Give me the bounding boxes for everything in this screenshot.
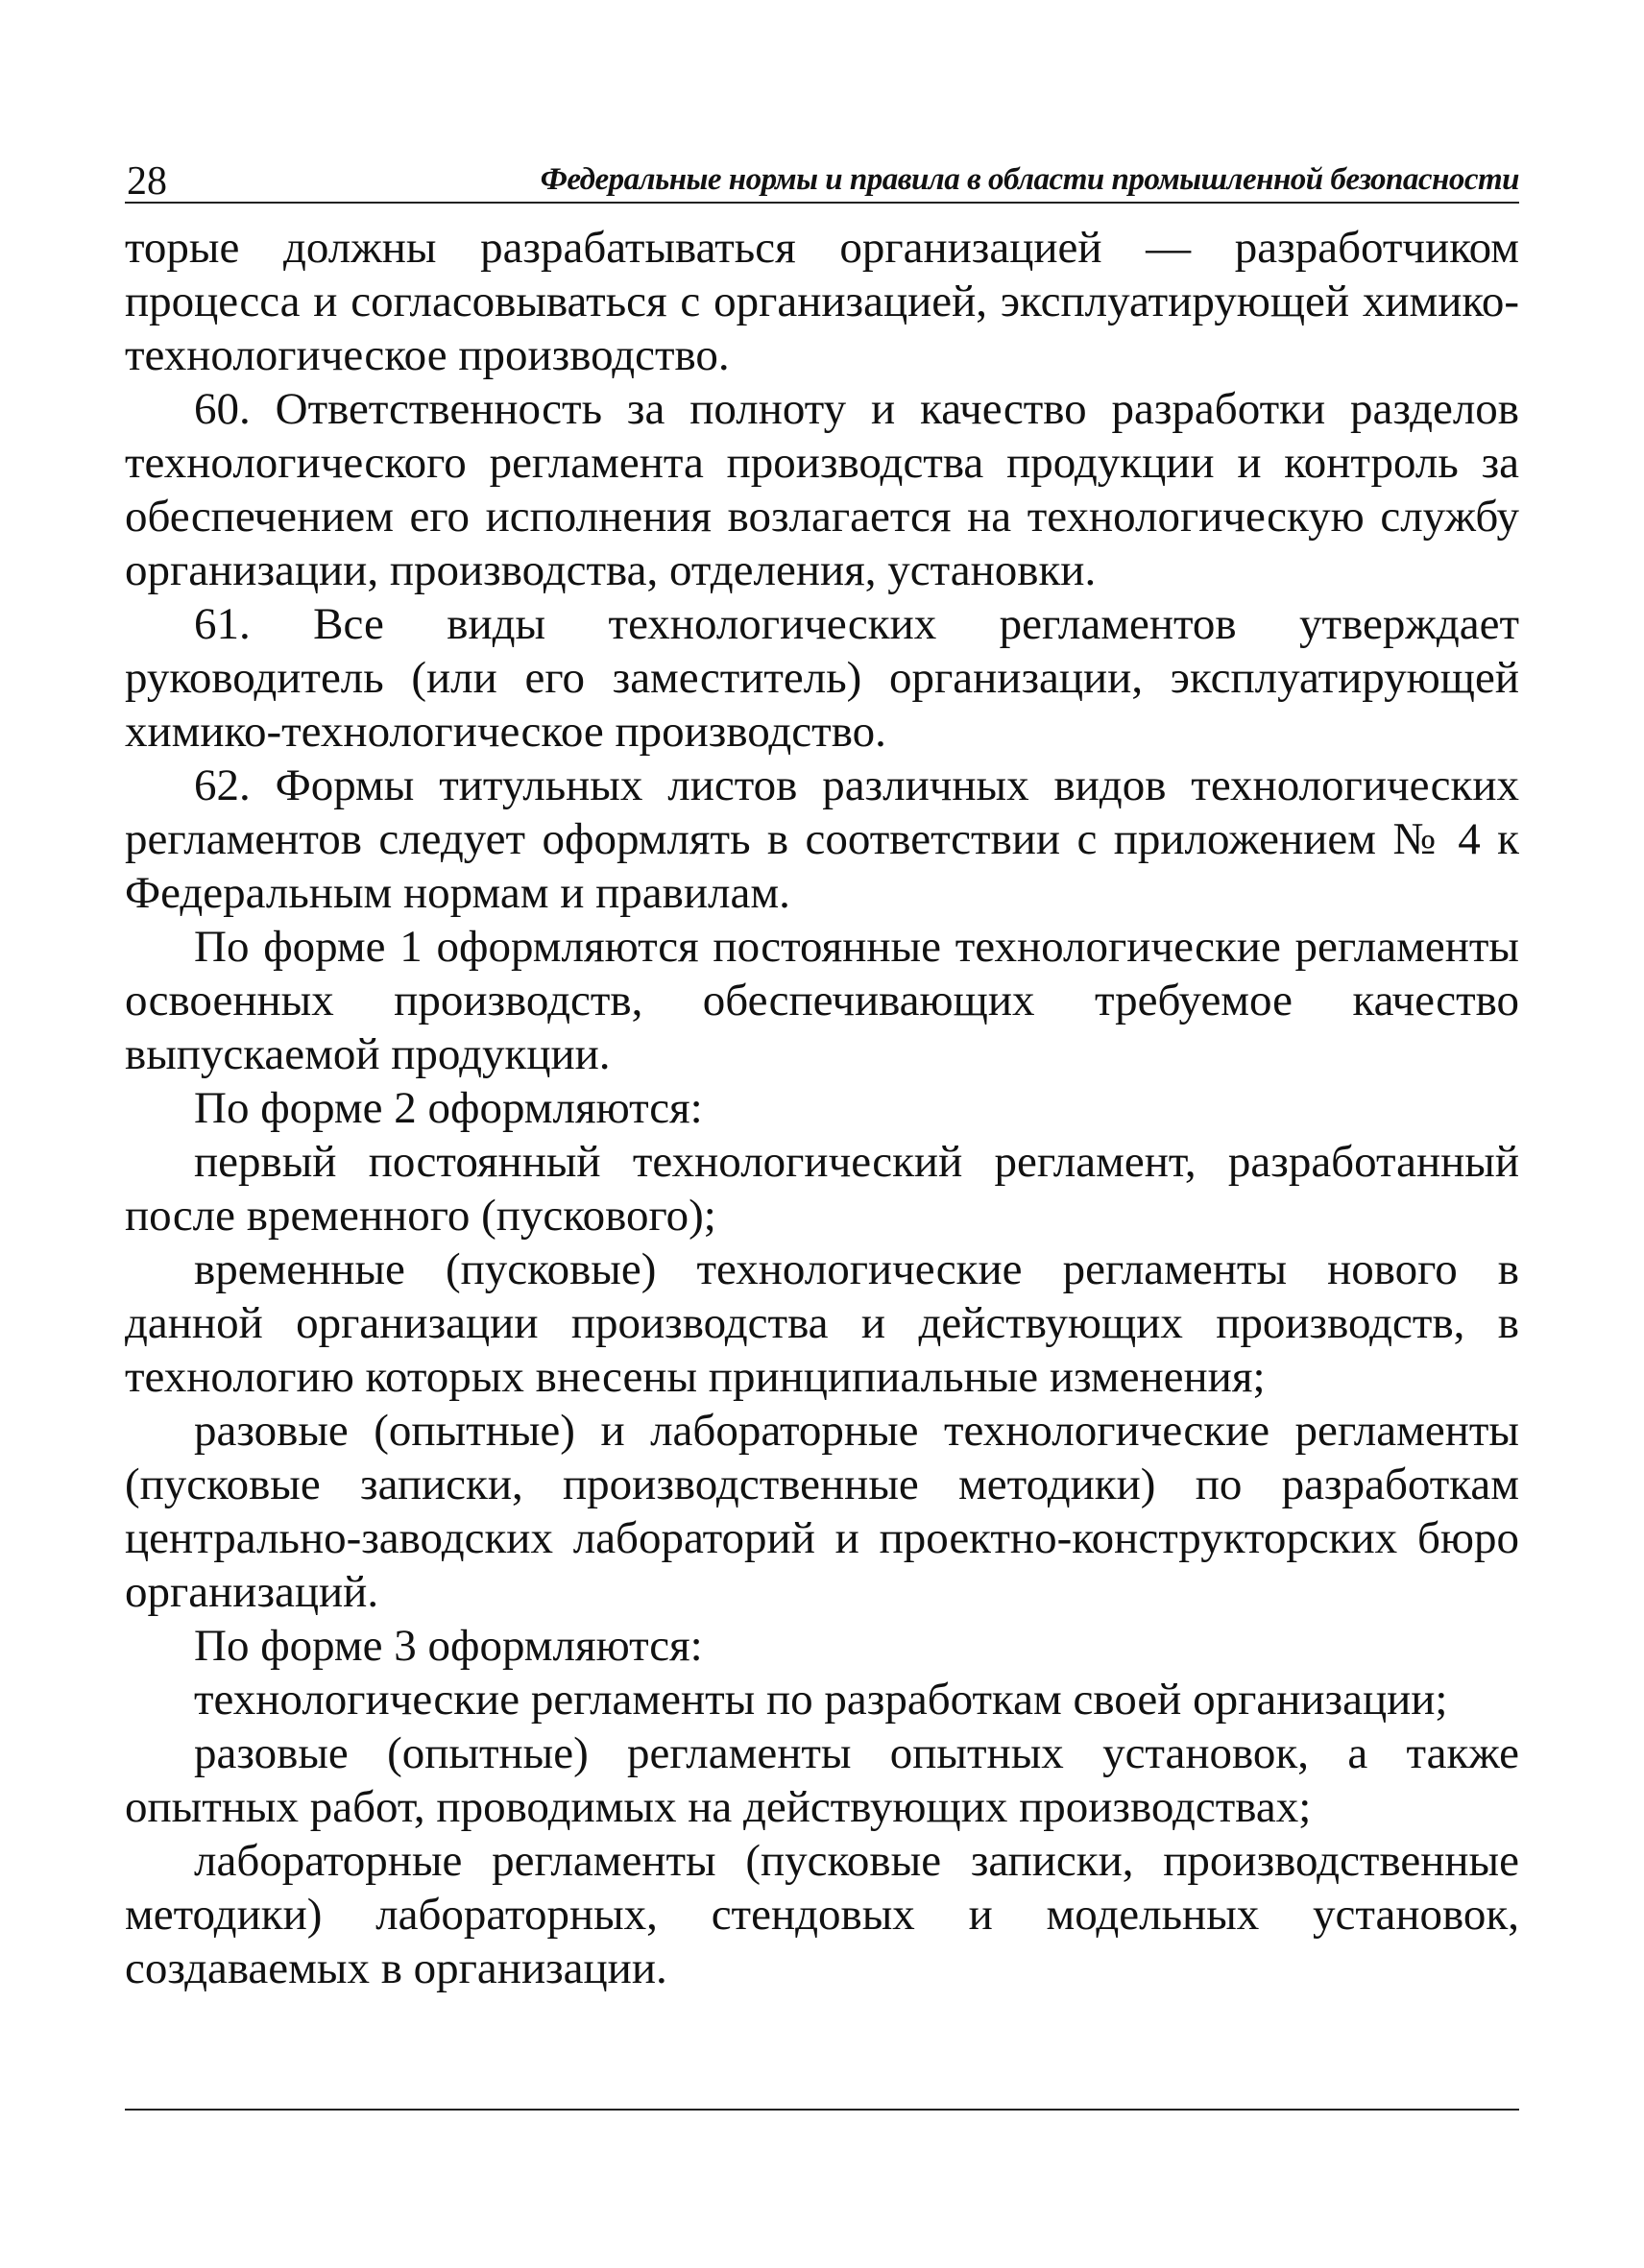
body-text bbox=[125, 221, 1519, 1995]
paragraph: временные (пусковые) технологические регламенты нового в данной организации производства и действующих производств, в технологию которых внесены принципиальные изменения; bbox=[125, 1244, 1519, 1402]
paragraph: разовые (опытные) и лабораторные технологические регламенты (пусковые записки, производственные методики) по разработкам центрально-заводских лабораторий и проектно-конструкторских бюро организаций. bbox=[125, 1406, 1519, 1617]
page-header bbox=[125, 144, 1519, 204]
paragraph: первый постоянный технологический регламент, разработанный после временного (пускового); bbox=[125, 1137, 1519, 1241]
paragraph: торые должны разрабатываться организацией — разработчиком процесса и согласовываться с организацией, эксплуатирующей химико-технологическое производство. bbox=[125, 223, 1519, 380]
paragraph: лабораторные регламенты (пусковые записки, производственные методики) лабораторных, стендовых и модельных установок, создаваемых в организации. bbox=[125, 1836, 1519, 1993]
paragraph: разовые (опытные) регламенты опытных установок, а также опытных работ, проводимых на действующих производствах; bbox=[125, 1728, 1519, 1832]
paragraph: 62. Формы титульных листов различных видов технологических регламентов следует оформлять в соответствии с приложением № 4 к Федеральным нормам и правилам. bbox=[125, 760, 1519, 918]
document-page bbox=[125, 144, 1519, 1995]
paragraph: технологические регламенты по разработкам своей организации; bbox=[194, 1675, 1448, 1725]
paragraph: 61. Все виды технологических регламентов утверждает руководитель (или его заместитель) организации, эксплуатирующей химико-технологическое производство. bbox=[125, 599, 1519, 757]
page-number: 28 bbox=[127, 159, 167, 204]
paragraph: По форме 1 оформляются постоянные технологические регламенты освоенных производств, обеспечивающих требуемое качество выпускаемой продукции. bbox=[125, 922, 1519, 1079]
footer-rule bbox=[125, 2109, 1519, 2111]
running-title: Федеральные нормы и правила в области промышленной безопасности bbox=[540, 162, 1519, 197]
paragraph: 60. Ответственность за полноту и качество разработки разделов технологического регламента производства продукции и контроль за обеспечением его исполнения возлагается на технологическую службу организации, производства, отделения, установки. bbox=[125, 384, 1519, 595]
paragraph: По форме 3 оформляются: bbox=[194, 1621, 703, 1671]
paragraph: По форме 2 оформляются: bbox=[194, 1083, 703, 1133]
